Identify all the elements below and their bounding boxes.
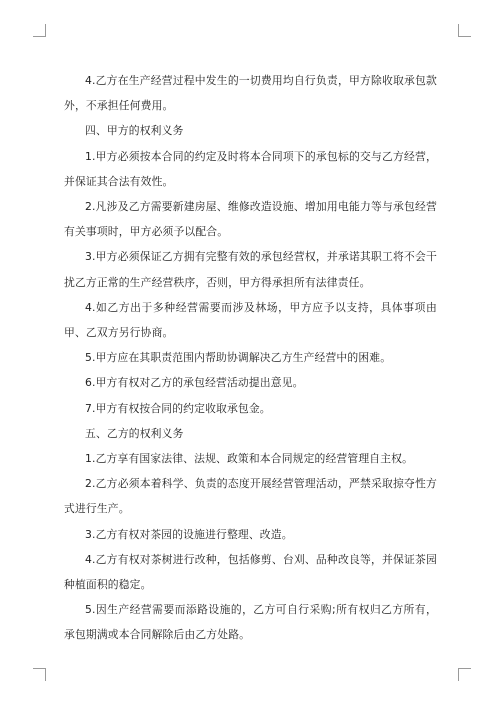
paragraph-yi-fang-fei-yong: 4.乙方在生产经营过程中发生的一切费用均自行负责，甲方除收取承包款外，不承担任何费用。 [64, 74, 437, 113]
paragraph-jia-fang-4: 4.如乙方出于多种经营需要而涉及林场，甲方应予以支持，具体事项由甲、乙双方另行协商。 [64, 300, 437, 340]
paragraph-yi-fang-1: 1.乙方享有国家法律、法规、政策和本合同规定的经营管理自主权。 [85, 452, 414, 466]
crop-mark-bottom-left [33, 668, 46, 681]
paragraph-jia-fang-5: 5.甲方应在其职责范围内帮助协调解决乙方生产经营中的困难。 [85, 351, 392, 365]
paragraph-yi-fang-3: 3.乙方有权对茶园的设施进行整理、改造。 [85, 527, 293, 541]
section-heading-jia-fang: 四、甲方的权利义务 [85, 124, 184, 138]
paragraph-jia-fang-6: 6.甲方有权对乙方的承包经营活动提出意见。 [85, 376, 304, 390]
crop-mark-bottom-right [458, 668, 471, 681]
paragraph-jia-fang-3: 3.甲方必须保证乙方拥有完整有效的承包经营权，并承诺其职工将不会干扰乙方正常的生产经营秩序，否则，甲方得承担所有法律责任。 [64, 250, 437, 289]
crop-mark-top-right [458, 24, 471, 37]
paragraph-yi-fang-4: 4.乙方有权对茶树进行改种，包括修剪、台刈、品种改良等，并保证茶园种植面积的稳定。 [64, 552, 437, 592]
paragraph-yi-fang-5: 5.因生产经营需要而添路设施的，乙方可自行采购;所有权归乙方所有，承包期满或本合同解除后由乙方处路。 [64, 603, 437, 642]
document-body [64, 68, 437, 648]
paragraph-jia-fang-7: 7.甲方有权按合同的约定收取承包金。 [85, 401, 271, 415]
paragraph-jia-fang-2: 2.凡涉及乙方需要新建房屋、维修改造设施、增加用电能力等与承包经营有关事项时，甲方必须予以配合。 [64, 200, 437, 239]
paragraph-yi-fang-2: 2.乙方必须本着科学、负责的态度开展经营管理活动，严禁采取掠夺性方式进行生产。 [64, 477, 437, 516]
crop-mark-top-left [33, 24, 46, 37]
paragraph-jia-fang-1: 1.甲方必须按本合同的约定及时将本合同项下的承包标的交与乙方经营，并保证其合法有效性。 [64, 149, 437, 188]
section-heading-yi-fang: 五、乙方的权利义务 [85, 426, 184, 440]
